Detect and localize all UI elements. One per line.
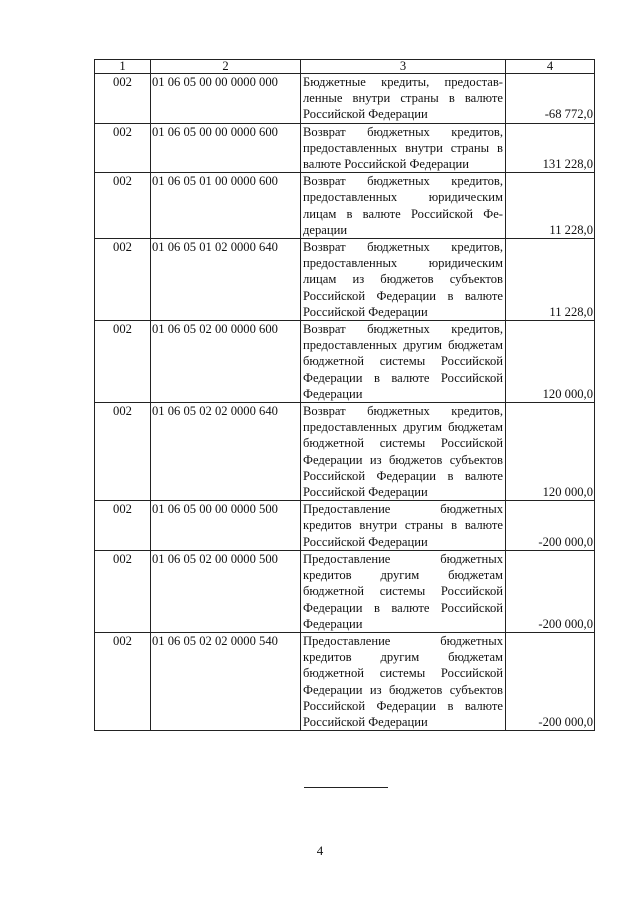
amount-cell: -200 000,0 — [506, 550, 595, 632]
budget-code-cell: 01 06 05 02 02 0000 640 — [151, 403, 301, 501]
amount-cell: 120 000,0 — [506, 403, 595, 501]
description-cell: Предоставление бюджетных кредитов внутри страны в валюте Российской Федерации — [301, 501, 506, 551]
description-cell: Бюджетные кредиты, предоставленные внутри страны в валюте Российской Федерации — [301, 74, 506, 124]
budget-code-cell: 01 06 05 00 00 0000 000 — [151, 74, 301, 124]
table-row — [95, 239, 595, 321]
table-row — [95, 632, 595, 730]
admin-code-cell: 002 — [95, 403, 151, 501]
admin-code-cell: 002 — [95, 123, 151, 173]
description-cell: Предоставление бюджетных кредитов другим бюджетам бюджетной системы Российской Федерации в валюте Российской Федерации — [301, 550, 506, 632]
description-cell: Возврат бюджетных кредитов, предоставленных юридическим лицам в валюте Российской Федерации — [301, 173, 506, 239]
amount-cell: -68 772,0 — [506, 74, 595, 124]
description-cell: Возврат бюджетных кредитов, предоставленных внутри страны в валюте Российской Федерации — [301, 123, 506, 173]
admin-code-cell: 002 — [95, 550, 151, 632]
amount-cell: -200 000,0 — [506, 632, 595, 730]
admin-code-cell: 002 — [95, 239, 151, 321]
amount-cell: 120 000,0 — [506, 321, 595, 403]
header-col-2: 2 — [151, 60, 301, 74]
amount-cell: 11 228,0 — [506, 239, 595, 321]
table-row — [95, 123, 595, 173]
budget-code-cell: 01 06 05 01 02 0000 640 — [151, 239, 301, 321]
amount-cell: 11 228,0 — [506, 173, 595, 239]
table-row — [95, 74, 595, 124]
budget-code-cell: 01 06 05 00 00 0000 500 — [151, 501, 301, 551]
table-row — [95, 321, 595, 403]
description-cell: Возврат бюджетных кредитов, предоставленных другим бюджетам бюджетной системы Российской Федерации из бюджетов субъектов Российской Федерации в валюте Российской Федерации — [301, 403, 506, 501]
footnote-divider — [304, 787, 388, 788]
header-col-1: 1 — [95, 60, 151, 74]
header-col-4: 4 — [506, 60, 595, 74]
budget-code-cell: 01 06 05 02 00 0000 600 — [151, 321, 301, 403]
amount-cell: -200 000,0 — [506, 501, 595, 551]
budget-code-cell: 01 06 05 00 00 0000 600 — [151, 123, 301, 173]
admin-code-cell: 002 — [95, 173, 151, 239]
amount-cell: 131 228,0 — [506, 123, 595, 173]
table-row — [95, 550, 595, 632]
budget-code-cell: 01 06 05 02 00 0000 500 — [151, 550, 301, 632]
description-cell: Предоставление бюджетных кредитов другим бюджетам бюджетной системы Российской Федерации из бюджетов субъектов Российской Федерации в валюте Российской Федерации — [301, 632, 506, 730]
table-header-row — [95, 60, 595, 74]
budget-code-cell: 01 06 05 02 02 0000 540 — [151, 632, 301, 730]
table-row — [95, 501, 595, 551]
admin-code-cell: 002 — [95, 632, 151, 730]
admin-code-cell: 002 — [95, 321, 151, 403]
table-row — [95, 403, 595, 501]
header-col-3: 3 — [301, 60, 506, 74]
budget-code-cell: 01 06 05 01 00 0000 600 — [151, 173, 301, 239]
table-row — [95, 173, 595, 239]
description-cell: Возврат бюджетных кредитов, предоставленных другим бюджетам бюджетной системы Российской Федерации в валюте Российской Федерации — [301, 321, 506, 403]
admin-code-cell: 002 — [95, 74, 151, 124]
description-cell: Возврат бюджетных кредитов, предоставленных юридическим лицам из бюджетов субъектов Российской Федерации в валюте Российской Федерации — [301, 239, 506, 321]
budget-table — [94, 59, 595, 731]
table-body — [95, 60, 595, 731]
page-number: 4 — [316, 843, 324, 858]
admin-code-cell: 002 — [95, 501, 151, 551]
